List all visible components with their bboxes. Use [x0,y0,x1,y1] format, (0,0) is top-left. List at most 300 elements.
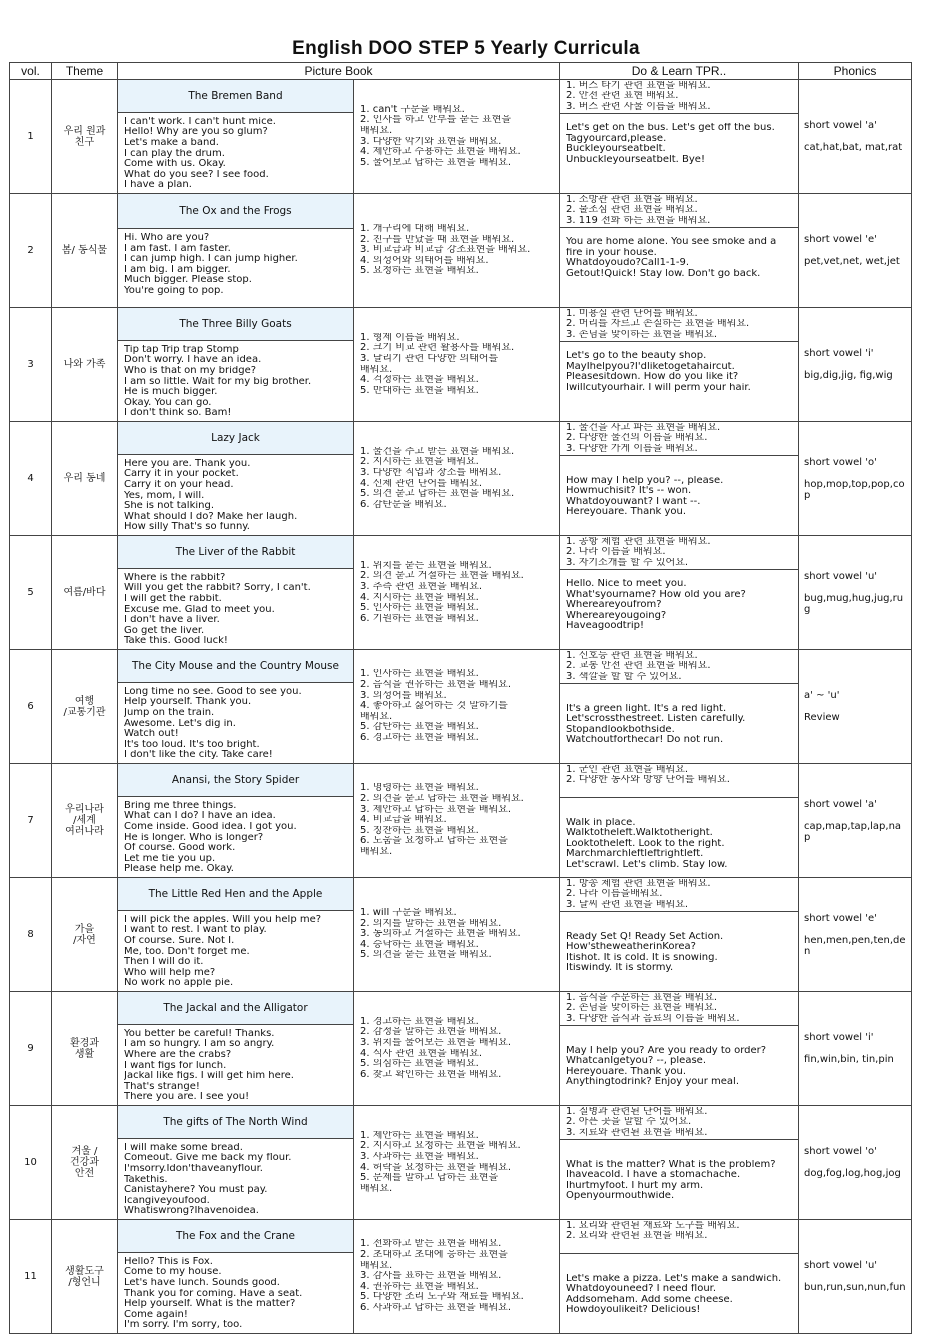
table-row [10,308,912,422]
phonics-words: cat,hat,bat, mat,rat [804,142,903,153]
phonics-title: a' ~ 'u' [804,690,840,701]
book-line: Tip tap Trip trap Stomp [124,344,239,355]
tpr-expression-line: Whereareyoufrom? [566,600,662,611]
objective-line: 1. 명령하는 표현을 배워요. [360,783,479,794]
book-line: Jackal like figs. I will get him here. [124,1071,294,1082]
tpr-expression-line: Getout!Quick! Stay low. Don't go back. [566,268,761,279]
tpr-expression-line: What'syourname? How old you are? [566,589,746,600]
tpr-expression-line: Anythingtodrink? Enjoy your meal. [566,1077,740,1088]
theme-line: /형언니 [68,1276,101,1288]
book-line: Come again! [124,1309,188,1320]
tpr-goals [560,536,798,570]
book-line: Come to my house. [124,1267,222,1278]
book-line: Icangiveyoufood. [124,1195,210,1206]
book-line: Bring me three things. [124,800,237,811]
picture-book-cell [118,194,354,308]
vol-cell: 4 [10,422,52,536]
tpr-goal-line: 2. 불조심 관련 표현을 배워요. [566,205,698,216]
book-line: Who will help me? [124,967,216,978]
book-lines [118,683,353,763]
book-line: Much bigger. Please stop. [124,275,252,286]
theme-line: 생활 [74,1048,95,1060]
tpr-expression-line [566,1149,792,1160]
book-lines [118,797,353,877]
tpr-block [560,650,798,763]
book-title: The Liver of the Rabbit [118,536,353,569]
objective-line: 5. 의견 묻고 답하는 표현을 배워요. [360,489,515,500]
tpr-expressions [560,456,798,535]
book-title: The Ox and the Frogs [118,194,353,229]
page-title: English DOO STEP 5 Yearly Curricula [292,38,640,59]
objective-line: 배워요. [360,846,393,857]
tpr-expression-line: Whereareyougoing? [566,610,667,621]
tpr-cell [560,764,799,878]
objective-line: 5. 다양한 조리 도구와 재료를 배워요. [360,1292,524,1303]
tpr-expression-line: You are home alone. You see smoke and a [566,237,777,247]
tpr-expression-line: Let'scrawl. Let's climb. Stay low. [566,859,728,870]
book-line: Long time no see. Good to see you. [124,686,302,697]
tpr-expression-line: Ihaveacold. I have a stomachache. [566,1170,741,1181]
tpr-expressions [560,912,798,991]
theme-cell [52,650,118,764]
phonics-words: dog,fog,log,hog,jog [804,1168,901,1179]
picture-book-cell [118,764,354,878]
phonics-cell [799,650,912,764]
objective-line: 3. 동의하고 거절하는 표현을 배워요. [360,929,521,940]
theme-line: 가을 [74,923,95,935]
book-lines [118,911,353,991]
objective-line: 5. 반대하는 표현을 배워요. [360,385,479,396]
theme-cell [52,992,118,1106]
phonics-title: short vowel 'a' [804,798,877,810]
picture-book-block [118,308,353,421]
objective-line: 1. 경고하는 표현을 배워요. [360,1016,479,1027]
picture-book-cell [118,650,354,764]
objective-line: 배워요. [360,711,393,722]
book-title: The City Mouse and the Country Mouse [118,650,353,683]
tpr-expression-line: Let's make a pizza. Let's make a sandwich. [566,1273,782,1284]
phonics-words: Review [804,712,840,723]
tpr-goal-line: 2. 안전 관련 표현 배워요. [566,91,679,102]
tpr-expressions [560,570,798,649]
tpr-expression-line: Let'scrossthestreet. Listen carefully. [566,714,746,725]
picture-book-block [118,80,353,193]
tpr-cell [560,308,799,422]
table-row [10,650,912,764]
objective-line: 1. 위치를 묻는 표현을 배워요. [360,560,492,571]
tpr-cell [560,1106,799,1220]
tpr-expression-line: Howmuchisit? It's -- won. [566,486,692,497]
picture-book-block [118,1220,353,1333]
book-line: I want figs for lunch. [124,1060,227,1071]
tpr-goal-line: 2. 나라 이름을배워요. [566,889,663,900]
picture-book-cell [118,536,354,650]
tpr-goal-line: 3. 다양한 음식과 음료의 이름을 배워요. [566,1013,740,1024]
objective-line: 4. 걱정하는 표현을 배워요. [360,375,479,386]
tpr-goals [560,650,798,684]
tpr-expression-line: Pleasesitdown. How do you like it? [566,372,739,383]
tpr-goal-line: 3. 날씨 관련 표현을 배워요. [566,899,689,910]
table-row [10,1220,912,1334]
tpr-expressions [560,342,798,421]
objective-line: 5. 감탄하는 표현을 배워요. [360,722,479,733]
tpr-block [560,194,798,307]
table-body [10,80,912,1334]
tpr-expression-line [566,1035,792,1046]
objective-line: 3. 달리기 관련 다양한 의태어를 [360,353,499,364]
objective-line: 2. 감정을 말하는 표현을 배워요. [360,1027,502,1038]
book-line: Let's make a band. [124,138,219,149]
book-title: The gifts of The North Wind [118,1106,353,1139]
tpr-goal-line: 1. 소방관 관련 표현을 배워요. [566,195,698,205]
objective-line: 6. 도움을 요청하고 답하는 표현을 [360,836,508,847]
phonics-cell [799,80,912,194]
objectives-cell [354,80,560,194]
tpr-expression-line [566,465,792,476]
tpr-expression-line: May I help you? Are you ready to order? [566,1045,767,1056]
tpr-expression-line: Unbuckleyourseatbelt. Bye! [566,154,705,165]
book-line: Carry it on your head. [124,480,234,491]
tpr-block [560,536,798,649]
book-lines [118,341,353,421]
book-line: No work no apple pie. [124,978,234,989]
tpr-expression-line: MayIhelpyou?I'dliketogetahaircut. [566,361,735,372]
objective-line: 3. 추측 관련 표현을 배워요. [360,581,483,592]
book-title: The Fox and the Crane [118,1220,353,1253]
phonics-cell [799,536,912,650]
phonics-cell [799,422,912,536]
tpr-goals [560,80,798,114]
book-line: Yes, mom, I will. [124,490,205,501]
book-line: Take this. Good luck! [124,636,228,647]
picture-book-cell [118,80,354,194]
objective-line: 6. 사과하고 답하는 표현을 배워요. [360,1302,512,1313]
book-lines [118,569,353,649]
objective-line: 4. 승낙하는 표현을 배워요. [360,939,479,950]
tpr-goals [560,422,798,456]
book-line: Come with us. Okay. [124,159,226,170]
book-line: How silly That's so funny. [124,522,250,533]
tpr-expression-line: Looktotheleft. Look to the right. [566,838,725,849]
tpr-expression-line: Iwillcutyourhair. I will perm your hair. [566,382,751,393]
tpr-goal-line: 2. 다양한 물건의 이름을 배워요. [566,433,708,444]
table-row [10,194,912,308]
book-line: He is longer. Who is longer? [124,832,264,843]
tpr-goal-line: 1. 질병과 관련된 단어를 배워요. [566,1107,708,1117]
tpr-cell [560,1220,799,1334]
phonics-title: short vowel 'e' [804,912,877,924]
objective-line: 3. 다양한 악기와 표현을 배워요. [360,136,502,147]
objective-line: 1. 물건을 주고 받는 표현을 배워요. [360,446,515,457]
objective-line: 6. 기원하는 표현을 배워요. [360,613,479,624]
book-line: Watch out! [124,729,179,740]
book-title: Lazy Jack [118,422,353,455]
theme-line: /자연 [73,934,96,946]
phonics-cell [799,308,912,422]
theme-cell [52,878,118,992]
vol-cell: 10 [10,1106,52,1220]
book-line: Thank you for coming. Have a seat. [124,1288,303,1299]
tpr-expression-line: How may I help you? --, please. [566,475,724,486]
objective-line: 3. 감사를 표하는 표현을 배워요. [360,1271,502,1282]
tpr-goals [560,194,798,228]
book-line: I'msorry.Idon'thaveanyflour. [124,1164,263,1175]
objective-line: 배워요. [360,1260,393,1271]
book-line: Who is that on my bridge? [124,366,257,377]
tpr-expression-line: Hereyouare. Thank you. [566,1066,687,1077]
picture-book-cell [118,1106,354,1220]
tpr-goal-line: 2. 다양한 동사와 방향 단어를 배워요. [566,775,730,786]
tpr-goal-line: 1. 미용실 관련 단어를 배워요. [566,309,698,319]
objective-line: 5. 요청하는 표현을 배워요. [360,266,479,277]
tpr-expression-line: fire in your house. [566,247,657,258]
vol-cell: 5 [10,536,52,650]
book-line: Where are the crabs? [124,1050,232,1061]
book-line: Go get the liver. [124,625,205,636]
phonics-title: short vowel 'o' [804,456,877,468]
tpr-expressions [560,1254,798,1333]
objective-line: 1. 제안하는 표현을 배워요. [360,1130,479,1141]
objective-line: 4. 허락을 요청하는 표현을 배워요. [360,1162,512,1173]
theme-line: 여러나라 [65,826,104,837]
theme-cell [52,1106,118,1220]
phonics-cell [799,1106,912,1220]
tpr-expression-line: WhatcanIgetyou? --, please. [566,1056,707,1067]
book-line: Excuse me. Glad to meet you. [124,604,275,615]
objective-line: 3. 비교급과 비교급 강조표현을 배워요. [360,245,531,256]
tpr-goal-line: 2. 손님을 맞이하는 표현을 배워요. [566,1003,718,1014]
tpr-expression-line: Itiswindy. It is stormy. [566,963,674,974]
theme-line: 우리 동네 [63,473,106,484]
tpr-goal-line: 3. 손님을 맞이하는 표현을 배워요. [566,329,718,340]
picture-book-block [118,194,353,307]
theme-line: 여행 [74,695,95,707]
tpr-block [560,422,798,535]
objective-line: 1. 형제 이름을 배워요. [360,332,460,343]
objective-line: 1. can't 구문을 배워요. [360,104,465,115]
tpr-goals [560,878,798,912]
phonics-words: pet,vet,net, wet,jet [804,256,900,267]
objective-line: 2. 인사를 하고 안부를 묻는 표현을 [360,115,512,126]
tpr-goal-line: 1. 방송 체험 관련 표현을 배워요. [566,879,711,889]
book-title: The Three Billy Goats [118,308,353,341]
theme-line: 나와 가족 [63,359,106,370]
theme-cell [52,308,118,422]
header-theme: Theme [52,63,118,80]
book-line: Hi. Who are you? [124,233,210,243]
tpr-expression-line: Walktotheleft.Walktotheright. [566,828,713,839]
book-line: Comeout. Give me back my flour. [124,1153,292,1164]
book-line: Please help me. Okay. [124,864,234,875]
tpr-goal-line: 2. 나라 이름을 배워요. [566,547,666,558]
objective-line: 2. 초대하고 초대에 응하는 표현을 [360,1250,508,1261]
tpr-expression-line: Hello. Nice to meet you. [566,579,687,589]
objective-line: 6. 감탄문을 배워요. [360,499,447,510]
book-line: Don't worry. I have an idea. [124,355,262,366]
tpr-block [560,1106,798,1219]
phonics-title: short vowel 'e' [804,234,877,245]
objective-line: 배워요. [360,125,393,136]
tpr-expression-line: Stopandlookbothside. [566,724,675,735]
book-line: I don't think so. Bam! [124,408,232,419]
tpr-expression-line: Whatdoyoudo?Call1-1-9. [566,258,690,269]
book-line: Come inside. Good idea. I got you. [124,822,297,833]
tpr-expression-line: Marchmarchleftleftrightleft. [566,849,704,860]
phonics-words: hop,mop,top,pop,cop [804,478,905,501]
book-line: I will make some bread. [124,1142,243,1153]
tpr-goal-line: 1. 군인 관련 표현을 배워요. [566,765,689,775]
table-row [10,878,912,992]
objectives-cell [354,878,560,992]
tpr-expression-line: Ready Set Q! Ready Set Action. [566,931,724,942]
book-line: Carry it in your pocket. [124,469,239,480]
table-row [10,536,912,650]
objective-line: 2. 의지를 말하는 표현을 배워요. [360,918,502,929]
objectives-cell [354,1106,560,1220]
objective-line: 5. 인사하는 표현을 배워요. [360,603,479,614]
phonics-title: short vowel 'u' [804,1260,878,1271]
book-title: The Jackal and the Alligator [118,992,353,1025]
tpr-expression-line: What is the matter? What is the problem? [566,1159,776,1170]
tpr-cell [560,650,799,764]
theme-line: 생활도구 [65,1265,104,1277]
objective-line: 3. 사과하는 표현을 배워요. [360,1151,479,1162]
objective-line: 4. 좋아하고 싫어하는 것 말하기를 [360,701,508,712]
book-line: I can't work. I can't hunt mice. [124,116,276,127]
vol-cell: 3 [10,308,52,422]
objective-line: 4. 비교급을 배워요. [360,815,447,826]
book-line: Will you get the rabbit? Sorry, I can't. [124,583,311,594]
book-line: Hello? This is Fox. [124,1256,213,1267]
phonics-title: short vowel 'a' [804,120,877,131]
book-line: What should I do? Make her laugh. [124,511,298,522]
theme-cell [52,422,118,536]
book-line: It's too loud. It's too bright. [124,739,260,750]
tpr-goals [560,1220,798,1254]
tpr-cell [560,878,799,992]
picture-book-block [118,878,353,991]
tpr-expression-line [566,921,792,932]
tpr-expression-line: How'stheweatherinKorea? [566,942,696,953]
tpr-block [560,308,798,421]
phonics-cell [799,992,912,1106]
tpr-block [560,878,798,991]
tpr-cell [560,992,799,1106]
theme-cell [52,764,118,878]
tpr-expression-line: Buckleyourseatbelt. [566,144,666,155]
picture-book-cell [118,992,354,1106]
tpr-goals [560,764,798,798]
book-line: He is much bigger. [124,387,218,398]
header-do-learn: Do & Learn TPR.. [560,63,799,80]
tpr-expressions [560,798,798,877]
header-phonics: Phonics [799,63,912,80]
table-row [10,764,912,878]
tpr-goal-line: 2. 교통 안전 관련 표현을 배워요. [566,661,711,672]
theme-line: 여름/바다 [63,587,106,598]
tpr-expression-line: Itishot. It is cold. It is snowing. [566,952,718,963]
book-line: Okay. You can go. [124,397,212,408]
book-lines [118,1139,353,1219]
tpr-block [560,764,798,877]
tpr-expression-line: Whatdoyouneed? I need flour. [566,1284,717,1295]
book-line: Then I will do it. [124,957,204,968]
picture-book-cell [118,1220,354,1334]
book-line: I don't have a liver. [124,615,220,626]
objective-line: 4. 식사 관련 표현을 배워요. [360,1048,483,1059]
tpr-expression-line: Addsomeham. Add some cheese. [566,1294,733,1305]
tpr-expression-line: Let's go to the beauty shop. [566,351,707,361]
objective-line: 2. 음식을 권유하는 표현을 배워요. [360,680,512,691]
vol-cell: 9 [10,992,52,1106]
tpr-expressions [560,1026,798,1105]
objective-line: 3. 다양한 직업과 장소를 배워요. [360,467,502,478]
book-line: I am fast. I am faster. [124,243,231,254]
objective-line: 1. 개구리에 대해 배워요. [360,224,470,235]
book-lines [118,1025,353,1105]
objectives-cell [354,764,560,878]
book-line: You're going to pop. [124,285,224,296]
objectives-cell [354,992,560,1106]
picture-book-block [118,422,353,535]
phonics-title: short vowel 'o' [804,1146,877,1157]
tpr-expression-line: Haveagoodtrip! [566,621,644,632]
tpr-expression-line [566,1263,792,1274]
book-lines [118,229,353,307]
theme-line: 건강과 [70,1157,99,1168]
phonics-cell [799,194,912,308]
objective-line: 2. 지시하고 요청하는 표현을 배워요. [360,1141,521,1152]
tpr-expression-line: Hereyouare. Thank you. [566,507,687,518]
book-line: Me, too. Don't forget me. [124,946,250,957]
table-row [10,992,912,1106]
tpr-cell [560,80,799,194]
objective-line: 1. 전화하고 받는 표현을 배워요. [360,1239,502,1250]
header-picture-book: Picture Book [118,63,560,80]
book-line: Help yourself. Thank you. [124,697,252,708]
book-line: I'm sorry. I'm sorry, too. [124,1320,243,1331]
tpr-goal-line: 3. 119 전화 하는 표현을 배워요. [566,215,711,226]
objective-line: 5. 물어보고 답하는 표현을 배워요. [360,157,512,168]
book-line: I have a plan. [124,180,192,191]
book-line: Where is the rabbit? [124,572,226,583]
picture-book-cell [118,878,354,992]
tpr-goal-line: 1. 버스 타기 관련 표현을 배워요. [566,81,711,91]
objective-line: 배워요. [360,1183,393,1194]
picture-book-block [118,764,353,877]
tpr-goal-line: 3. 자기소개를 할 수 있어요. [566,557,689,568]
tpr-goal-line: 3. 색깔을 할 할 수 있어요. [566,671,682,682]
book-title: Anansi, the Story Spider [118,764,353,797]
tpr-expression-line: It's a green light. It's a red light. [566,703,727,714]
book-line: Takethis. [124,1174,168,1185]
objectives-cell [354,650,560,764]
vol-cell: 8 [10,878,52,992]
objective-line: 3. 위치를 물어보는 표현을 배워요. [360,1037,512,1048]
tpr-goal-line: 3. 치료와 관련된 표현을 배워요. [566,1127,708,1138]
tpr-expression-line: Howdoyoulikeit? Delicious! [566,1305,701,1316]
book-line: I can play the drum. [124,148,225,159]
theme-cell [52,1220,118,1334]
book-line: Help yourself. What is the matter? [124,1299,296,1310]
tpr-goal-line: 1. 물건을 사고 파는 표현을 배워요. [566,423,721,433]
objective-line: 4. 지시하는 표현을 배워요. [360,592,479,603]
tpr-block [560,80,798,193]
picture-book-block [118,536,353,649]
objective-line: 2. 크기 비교 관련 활용사를 배워요. [360,343,515,354]
tpr-goal-line: 2. 요리와 관련된 표현을 배워요. [566,1231,708,1242]
book-line: Awesome. Let's dig in. [124,718,236,729]
